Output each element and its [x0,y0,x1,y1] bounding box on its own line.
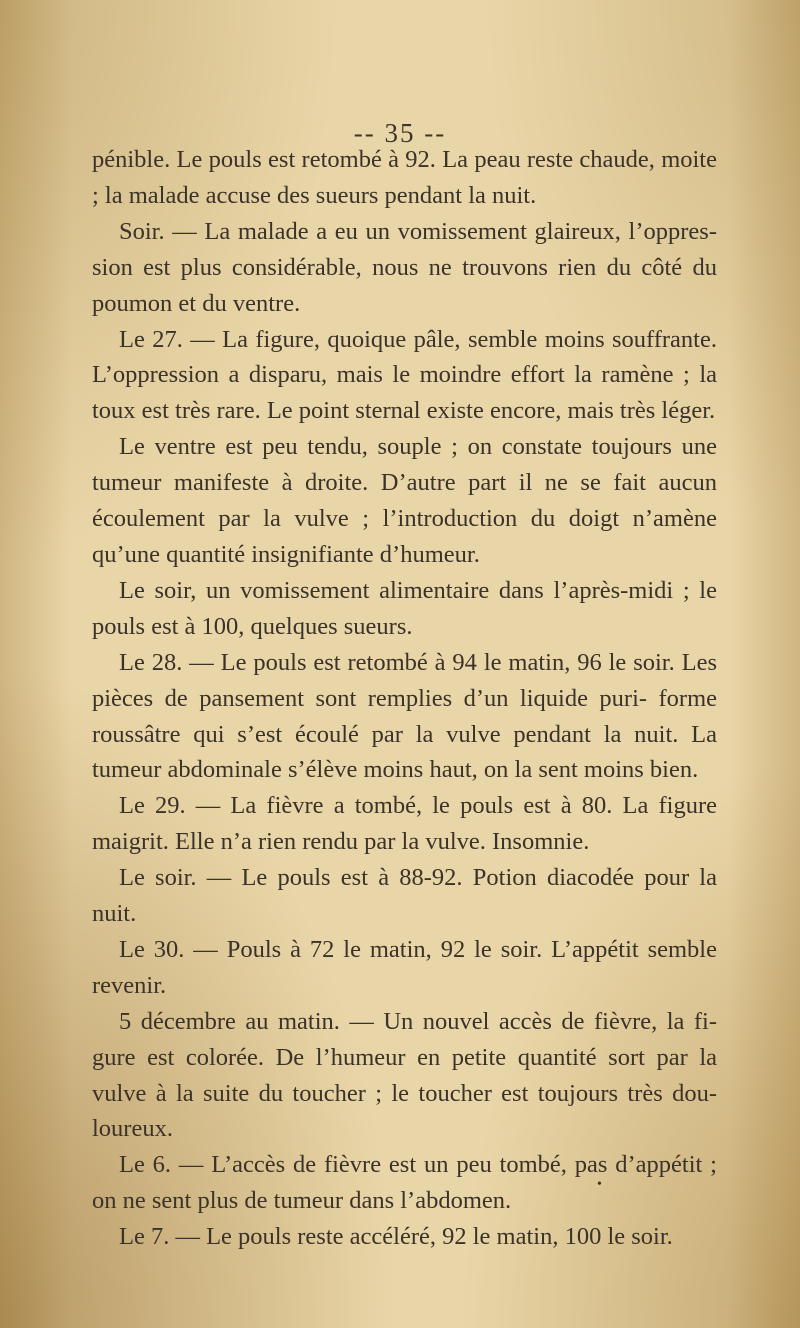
footer-mark: • [597,1177,602,1192]
paragraph-le-29: Le 29. — La fièvre a tombé, le pouls est à 80. La figure maigrit. Elle n’a rien rendu par la vulve. Insomnie. [92,792,717,856]
paragraph-le-27: Le 27. — La figure, quoique pâle, semble moins souffrante. L’oppression a disparu, mais le moindre effort la ramène ; la toux est très rare. Le point sternal existe encore, mais très léger. [92,325,717,425]
body-text [92,142,717,1255]
paragraph-le-28: Le 28. — Le pouls est retombé à 94 le matin, 96 le soir. Les pièces de pansement sont remplies d’un liquide puri- forme roussâtre qui s’est écoulé par la vulve pendant la nuit. La tumeur abdominale s’élève moins haut, on la sent moins bien. [92,648,717,784]
paragraph-le-30: Le 30. — Pouls à 72 le matin, 92 le soir. L’appétit semble revenir. [92,935,717,999]
paragraph-le-7: Le 7. — Le pouls reste accéléré, 92 le matin, 100 le soir. [119,1223,673,1251]
paragraph-le-6: Le 6. — L’accès de fièvre est un peu tombé, pas d’appétit ; on ne sent plus de tumeur dans l’abdomen. [92,1151,717,1215]
paragraph-le-soir-vomissement: Le soir, un vomissement alimentaire dans l’après-midi ; le pouls est à 100, quelques sueurs. [92,576,717,640]
paragraph-ventre: Le ventre est peu tendu, souple ; on constate toujours une tumeur manifeste à droite. D’autre part il ne se fait aucun écoulement par la vulve ; l’introduction du doigt n’amène qu’une quantité insignifiante d’humeur. [92,433,717,568]
paragraph-continuation: pénible. Le pouls est retombé à 92. La peau reste chaude, moite ; la malade accuse des sueurs pendant la nuit. [92,146,717,209]
page-number: -- 35 -- [353,118,447,148]
paragraph-5-decembre: 5 décembre au matin. — Un nouvel accès de fièvre, la fi- gure est colorée. De l’humeur en petite quantité sort par la vulve à la suite du toucher ; le toucher est toujours très dou- loureux. [92,1007,717,1143]
paragraph-soir: Soir. — La malade a eu un vomissement glaireux, l’oppres- sion est plus considérable, nous ne trouvons rien du côté du poumon et du ventre. [92,217,717,317]
paragraph-le-soir-potion: Le soir. — Le pouls est à 88-92. Potion diacodée pour la nuit. [92,864,717,928]
